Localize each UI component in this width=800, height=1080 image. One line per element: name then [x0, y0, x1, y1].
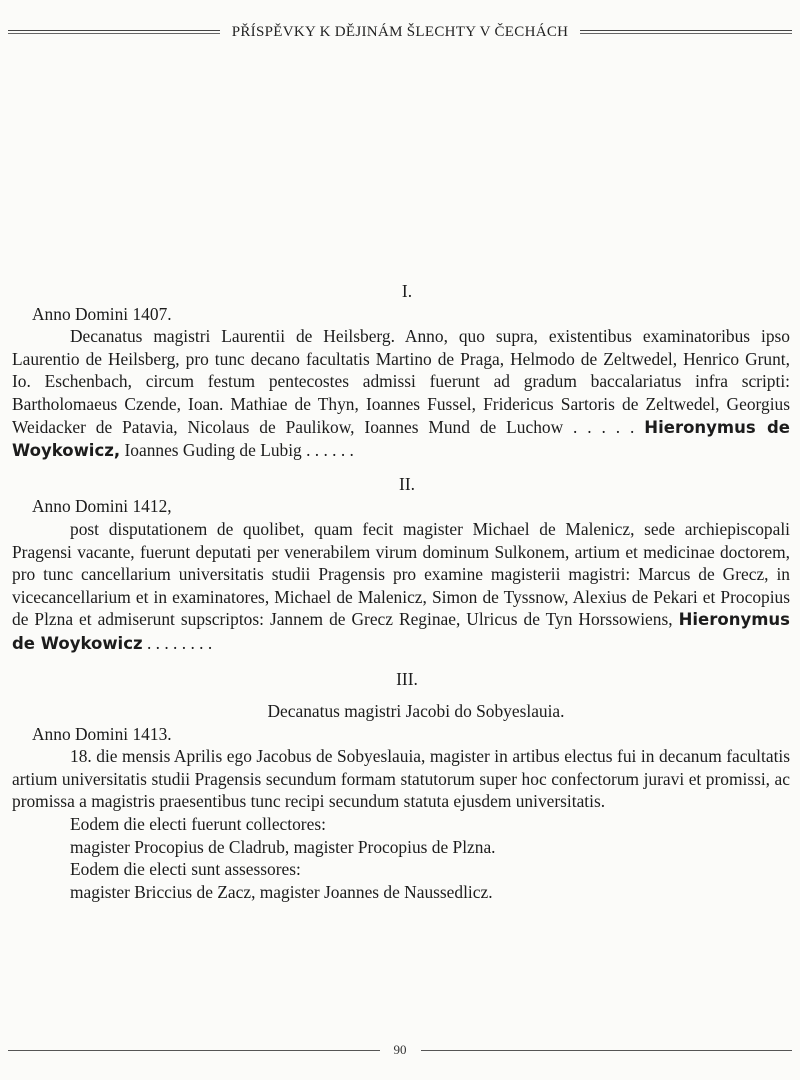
collectores-heading: Eodem die electi fuerunt collectores: — [70, 814, 326, 835]
section-1-paragraph — [12, 325, 790, 463]
assessores-heading: Eodem die electi sunt assessores: — [70, 859, 301, 880]
collectores-names: magister Procopius de Cladrub, magister Procopius de Plzna. — [70, 836, 496, 857]
para-1-text-a: Decanatus magistri Laurentii de Heilsberg. Anno, quo supra, existentibus examinatoribus ipso Laurentio de Heilsberg, pro tunc decano facultatis Martino de Praga, Helmodo de Zeltwedel, Henrico Grunt, Io. Eschenbach, circum festum pentecostes admissi fuerunt ad gradum baccalariatus infra scripti: Bartholomaeus Czende, Ioan. Mathiae de Thyn, Ioannes Fussel, Fridericus Sartoris de Zeltwedel, Georgius Weidacker de Patavia, Nicolaus de Paulikow, Ioannes Mund de Luchow . . . . . — [12, 326, 790, 437]
para-2-text-a: post disputationem de quolibet, quam fecit magister Michael de Malenicz, sede archiepiscopali Pragensi vacante, fuerunt deputati per venerabilem virum dominum Sulkonem, artium et medicinae doctorem, pro tunc cancellarium universitatis studii Pragensis pro examine magisterii magistri: Marcus de Grecz, in vicecancellarium et in examinatores, Michael de Malenicz, Simon de Tyssnow, Alexius de Pekari et Procopius de Plzna et admiserunt supscriptos: Jannem de Grecz Reginae, Ulricus de Tyn Horssowiens, — [12, 518, 790, 630]
page-number: 90 — [393, 1042, 407, 1057]
header-rule-left — [8, 30, 220, 34]
name-hieronymus-2: Hieronymus de Woykowicz — [12, 610, 790, 653]
section-number-3: III. — [396, 668, 418, 689]
page-body — [12, 280, 790, 903]
section-number-2: II. — [399, 473, 415, 494]
page-footer — [8, 1040, 792, 1060]
assessores-names: magister Briccius de Zacz, magister Joannes de Naussedlicz. — [70, 881, 493, 902]
running-head-title: PŘÍSPĚVKY K DĚJINÁM ŠLECHTY V ČECHÁCH — [231, 23, 569, 40]
para-1-text-b: Ioannes Guding de Lubig . . . . . . — [124, 440, 354, 461]
anno-domini-1413: Anno Domini 1413. — [32, 723, 172, 744]
section-3-subtitle: Decanatus magistri Jacobi do Sobyeslauia. — [267, 701, 565, 722]
anno-domini-1407: Anno Domini 1407. — [32, 303, 172, 324]
section-3-paragraph: 18. die mensis Aprilis ego Jacobus de Sobyeslauia, magister in artibus electus fui in decanum facultatis artium universitatis studii Pragensis secundum formam statutorum super hoc confectorum juravi et promissi, ac promissa a magistris praesentibus tunc recipi secundum statuta ejusdem universitatis. — [12, 746, 790, 812]
header-rule-right — [580, 30, 792, 34]
name-hieronymus-1: Hieronymus de Woykowicz, — [12, 417, 790, 461]
anno-domini-1412: Anno Domini 1412, — [32, 496, 172, 517]
section-2-paragraph — [12, 518, 790, 656]
running-header — [8, 22, 792, 42]
section-number-1: I. — [401, 281, 413, 301]
footer-rule-left — [8, 1050, 380, 1051]
footer-rule-right — [421, 1050, 793, 1051]
para-2-text-b: . . . . . . . . — [146, 632, 213, 653]
